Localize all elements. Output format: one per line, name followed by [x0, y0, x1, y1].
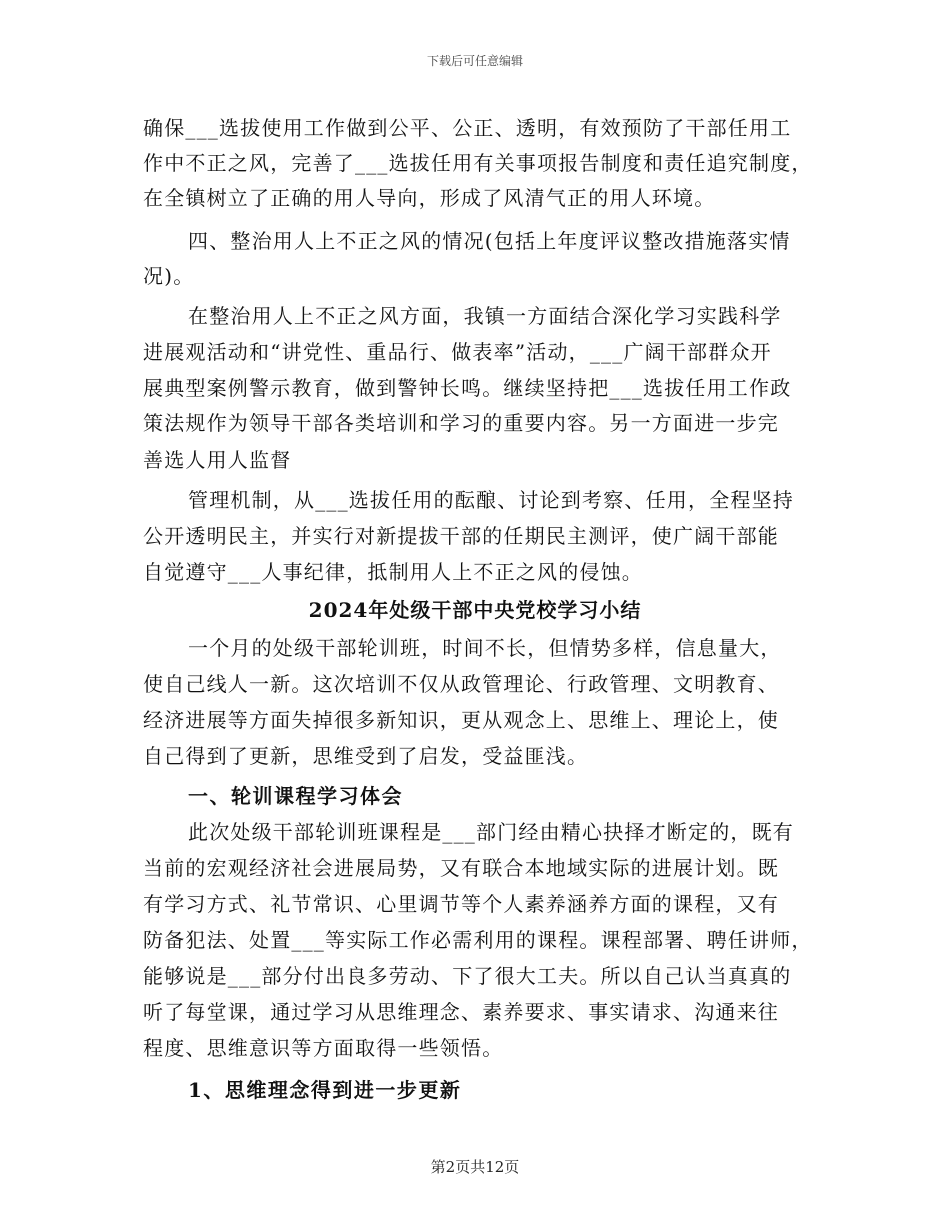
- page-footer: 第2页共12页: [430, 1158, 520, 1176]
- body-line: 善选人用人监督: [143, 448, 292, 472]
- body-line: 一个月的处级干部轮训班，时间不长，但情势多样，信息量大，: [188, 636, 782, 660]
- body-line: 听了每堂课，通过学习从思维理念、素养要求、事实请求、沟通来往: [143, 1000, 779, 1024]
- body-line: 进展观活动和“讲党性、重品行、做表率”活动，___广阔干部群众开: [143, 340, 772, 364]
- body-line: 在全镇树立了正确的用人导向，形成了风清气正的用人环境。: [143, 186, 716, 210]
- body-line: 使自己线人一新。这次培训不仅从政管理论、行政管理、文明教育、: [143, 672, 779, 696]
- body-line: 管理机制，从___选拔任用的酝酿、讨论到考察、任用，全程坚持: [188, 488, 794, 512]
- section-heading: 1、思维理念得到进一步更新: [188, 1078, 462, 1102]
- body-line: 自己得到了更新，思维受到了启发，受益匪浅。: [143, 744, 589, 768]
- body-line: 况)。: [143, 264, 195, 288]
- body-line: 能够说是___部分付出良多劳动、下了很大工夫。所以自己认当真真的: [143, 964, 792, 988]
- body-line: 有学习方式、礼节常识、心里调节等个人素养涵养方面的课程，又有: [143, 892, 779, 916]
- body-line: 策法规作为领导干部各类培训和学习的重要内容。另一方面进一步完: [143, 411, 779, 435]
- body-line: 在整治用人上不正之风方面，我镇一方面结合深化学习实践科学: [188, 304, 782, 328]
- page-header: 下载后可任意编辑: [426, 54, 523, 68]
- body-line: 自觉遵守___人事纪律，抵制用人上不正之风的侵蚀。: [143, 560, 643, 584]
- section-title: 2024年处级干部中央党校学习小结: [308, 598, 642, 622]
- body-line: 此次处级干部轮训班课程是___部门经由精心抉择才断定的，既有: [188, 820, 794, 844]
- body-line: 当前的宏观经济社会进展局势，又有联合本地域实际的进展计划。既: [143, 856, 779, 880]
- body-line: 经济进展等方面失掉很多新知识，更从观念上、思维上、理论上，使: [143, 708, 779, 732]
- body-line: 防备犯法、处置___等实际工作必需利用的课程。课程部署、聘任讲师，: [143, 928, 813, 952]
- section-heading: 一、轮训课程学习体会: [188, 784, 403, 808]
- body-line: 展典型案例警示教育，做到警钟长鸣。继续坚持把___选拔任用工作政: [143, 376, 792, 400]
- body-line: 四、整治用人上不正之风的情况(包括上年度评议整改措施落实情: [188, 229, 791, 253]
- body-line: 公开透明民主，并实行对新提拔干部的任期民主测评，使广阔干部能: [143, 524, 779, 548]
- body-line: 作中不正之风，完善了___选拔任用有关事项报告制度和责任追究制度，: [143, 151, 813, 175]
- body-line: 确保___选拔使用工作做到公平、公正、透明，有效预防了干部任用工: [143, 116, 792, 140]
- body-line: 程度、思维意识等方面取得一些领悟。: [143, 1036, 504, 1060]
